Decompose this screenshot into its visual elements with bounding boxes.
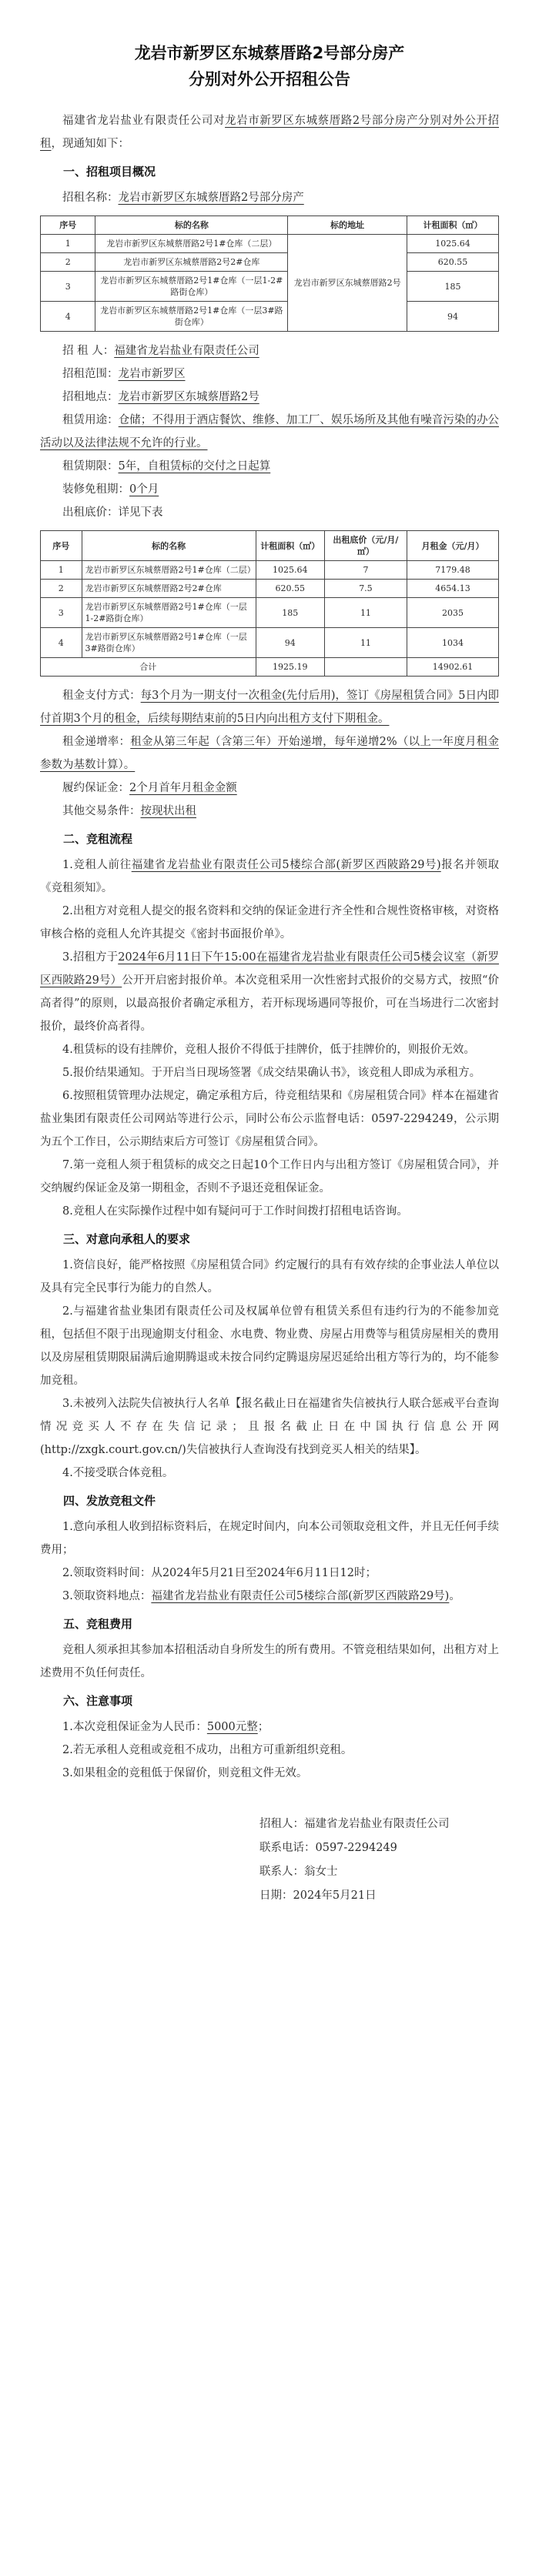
s2-item-2: 2.出租方对竞租人提交的报名资料和交纳的保证金进行齐全性和合规性资格审核，对资格审核合格的竞租人允许其提交《密封书面报价单》。: [40, 905, 499, 941]
table-row: 1 龙岩市新罗区东城蔡厝路2号1#仓库（二层） 龙岩市新罗区东城蔡厝路2号 1025.64: [41, 235, 499, 253]
table-row: 3 龙岩市新罗区东城蔡厝路2号1#仓库（一层1-2#路街仓库） 185: [41, 272, 499, 302]
lease-range: 招租范围：龙岩市新罗区: [62, 368, 186, 380]
rent-increase: 租金递增率：租金从第三年起（含第三年）开始递增，每年递增2%（以上一年度月租金参数为基数计算）。: [40, 736, 499, 771]
lease-name: 招租名称：龙岩市新罗区东城蔡厝路2号部分房产: [62, 192, 304, 204]
col-no: 序号: [41, 216, 95, 235]
table-row: 3 龙岩市新罗区东城蔡厝路2号1#仓库（一层1-2#路街仓库） 185 11 2035: [41, 598, 499, 628]
s6-item-3: 3.如果租金的竞租低于保留价，则竞租文件无效。: [62, 1767, 308, 1779]
intro-paragraph: 福建省龙岩盐业有限责任公司对龙岩市新罗区东城蔡厝路2号部分房产分别对外公开招租，现通知如下：: [40, 115, 499, 150]
s2-item-1: 1.竞租人前往福建省龙岩盐业有限责任公司5楼综合部(新罗区西陂路29号)报名并领取《竞租须知》。: [40, 859, 500, 894]
payment-method: 租金支付方式：每3个月为一期支付一次租金(先付后用)，签订《房屋租赁合同》5日内即付首期3个月的租金，后续每期结束前的5日内向出租方支付下期租金。: [40, 690, 500, 725]
section-4-heading: 四、发放竞租文件: [63, 1494, 156, 1508]
section-3-heading: 三、对意向承租人的要求: [63, 1232, 191, 1246]
sign-date: 日期：2024年5月21日: [259, 1889, 377, 1902]
signature-block: [40, 1813, 499, 1908]
lease-address: 招租地点：龙岩市新罗区东城蔡厝路2号: [62, 391, 259, 403]
section-5-heading: 五、竞租费用: [63, 1617, 133, 1631]
s2-item-3: 3.招租方于2024年6月11日下午15:00在福建省龙岩盐业有限责任公司5楼会议室（新罗区西陂路29号）公开开启密封报价单。本次竞租采用一次性密封式报价的交易方式，按照“价高者得”的原则，以最高报价者确定承租方，若开标现场遇同等报价，可在当场进行二次密封报价，最终价高者得。: [40, 951, 499, 1033]
s3-item-4: 4.不接受联合体竞租。: [62, 1467, 174, 1479]
sign-company: 招租人：福建省龙岩盐业有限责任公司: [259, 1818, 450, 1830]
section-2-heading: 二、竞租流程: [63, 832, 133, 846]
sign-phone: 联系电话：0597-2294249: [259, 1842, 397, 1854]
table-row: 4 龙岩市新罗区东城蔡厝路2号1#仓库（一层3#路街仓库） 94 11 1034: [41, 628, 499, 658]
s4-item-3: 3.领取资料地点：福建省龙岩盐业有限责任公司5楼综合部(新罗区西陂路29号)。: [62, 1590, 460, 1602]
s2-item-8: 8.竞租人在实际操作过程中如有疑问可于工作时间拨打招租电话咨询。: [62, 1205, 408, 1218]
landlord: 招 租 人：福建省龙岩盐业有限责任公司: [62, 345, 259, 357]
col-address: 标的地址: [288, 216, 407, 235]
sign-contact: 联系人：翁女士: [259, 1866, 338, 1878]
lease-use: 租赁用途：仓储；不得用于酒店餐饮、维修、加工厂、娱乐场所及其他有噪音污染的办公活动以及法律法规不允许的行业。: [40, 414, 500, 449]
s3-item-3: 3.未被列入法院失信被执行人名单【报名截止日在福建省失信被执行人联合惩戒平台查询情况竞买人不存在失信记录；且报名截止日在中国执行信息公开网(http://zxgk.court.gov.cn/)失信被执行人查询没有找到竞买人相关的结果】。: [40, 1398, 499, 1456]
s6-item-1: 1.本次竞租保证金为人民币：5000元整；: [62, 1721, 270, 1733]
s6-item-2: 2.若无承租人竞租或竞租不成功，出租方可重新组织竞租。: [62, 1744, 353, 1756]
section-1-heading: 一、招租项目概况: [63, 165, 156, 179]
s2-item-7: 7.第一竞租人须于租赁标的成交之日起10个工作日内与出租方签订《房屋租赁合同》，并交纳履约保证金及第一期租金，否则不予退还竞租保证金。: [40, 1159, 499, 1194]
table-row: 1 龙岩市新罗区东城蔡厝路2号1#仓库（二层） 1025.64 7 7179.48: [41, 561, 499, 580]
s2-item-5: 5.报价结果通知。于开启当日现场签署《成交结果确认书》，该竞租人即成为承租方。: [62, 1067, 481, 1079]
s4-item-1: 1.意向承租人收到招标资料后，在规定时间内，向本公司领取竞租文件，并且无任何手续费用；: [40, 1521, 499, 1556]
table-header-row: 序号 标的名称 计租面积（㎡） 出租底价（元/月/㎡） 月租金（元/月）: [41, 531, 499, 561]
property-table: [40, 216, 499, 332]
title-line-2: 分别对外公开招租公告: [189, 70, 350, 89]
s3-item-1: 1.资信良好，能严格按照《房屋租赁合同》约定履行的具有有效存续的企事业法人单位以及具有完全民事行为能力的自然人。: [40, 1259, 499, 1295]
shared-address-cell: 龙岩市新罗区东城蔡厝路2号: [288, 235, 407, 332]
table-header-row: [41, 216, 499, 235]
lease-term: 租赁期限：5年，自租赁标的交付之日起算: [62, 460, 271, 473]
title-line-1: 龙岩市新罗区东城蔡厝路2号部分房产: [134, 44, 405, 62]
table-total-row: 合计 1925.19 14902.61: [41, 658, 499, 677]
s4-item-2: 2.领取资料时间：从2024年5月21日至2024年6月11日12时；: [62, 1567, 377, 1579]
s3-item-2: 2.与福建省盐业集团有限责任公司及权属单位曾有租赁关系但有违约行为的不能参加竞租，包括但不限于出现逾期支付租金、水电费、物业费、房屋占用费等与租赁房屋相关的费用以及房屋租赁期限届满后逾期腾退或未按合同约定腾退房屋迟延给出租方等行为的，均不能参加竞租。: [40, 1305, 499, 1387]
performance-deposit: 履约保证金：2个月首年月租金金额: [62, 782, 237, 794]
other-conditions: 其他交易条件：按现状出租: [62, 805, 196, 817]
price-table: [40, 530, 499, 677]
s2-item-6: 6.按照租赁管理办法规定，确定承租方后，待竞租结果和《房屋租赁合同》样本在福建省盐业集团有限责任公司网站等进行公示，同时公布公示监督电话：0597-2294249，公示期为五个工作日，公示期结束后方可签订《房屋租赁合同》。: [40, 1090, 499, 1148]
table-row: 4 龙岩市新罗区东城蔡厝路2号1#仓库（一层3#路街仓库） 94: [41, 302, 499, 332]
base-price: 出租底价：详见下表: [62, 506, 163, 519]
col-area: 计租面积（㎡）: [407, 216, 498, 235]
col-name: 标的名称: [95, 216, 288, 235]
s5-item-1: 竞租人须承担其参加本招租活动自身所发生的所有费用。不管竞租结果如何，出租方对上述费用不负任何责任。: [40, 1644, 499, 1679]
rent-free-period: 装修免租期：0个月: [62, 483, 159, 496]
table-row: 2 龙岩市新罗区东城蔡厝路2号2#仓库 620.55: [41, 253, 499, 272]
table-row: 2 龙岩市新罗区东城蔡厝路2号2#仓库 620.55 7.5 4654.13: [41, 580, 499, 598]
page-title: [40, 40, 499, 92]
section-6-heading: 六、注意事项: [63, 1694, 133, 1708]
s2-item-4: 4.租赁标的设有挂牌价，竞租人报价不得低于挂牌价，低于挂牌价的，则报价无效。: [62, 1044, 475, 1056]
